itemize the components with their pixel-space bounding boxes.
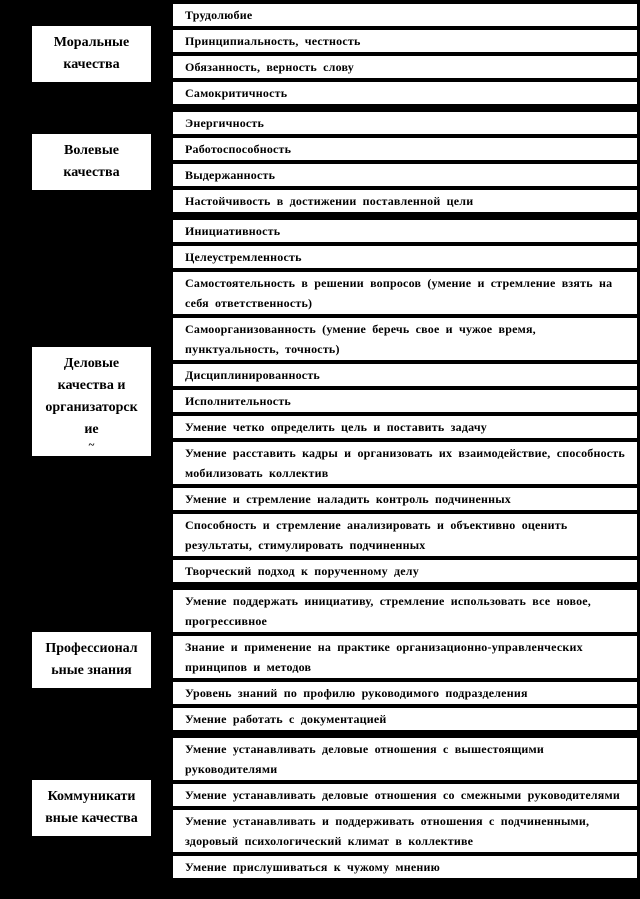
clipped-character: ~ [88,438,95,451]
quality-row: Самоорганизованность (умение беречь свое и чужое время, пунктуальность, точность) [172,317,638,361]
category-label: качества [63,165,120,180]
section-professional-knowledge [0,589,640,731]
quality-list [172,737,638,879]
category-box-professional [31,631,152,689]
category-label: Деловые [63,355,120,371]
category-box-business [31,346,152,457]
category-column [0,219,172,583]
section-business-qualities [0,219,640,583]
quality-row: Работоспособность [172,137,638,161]
quality-row: Умение устанавливать и поддерживать отношения с подчиненными, здоровый психологический климат в коллективе [172,809,638,853]
quality-row: Трудолюбие [172,3,638,27]
category-column [0,737,172,879]
quality-row: Умение четко определить цель и поставить задачу [172,415,638,439]
quality-list [172,111,638,213]
quality-row: Умение расставить кадры и организовать их взаимодействие, способность мобилизовать коллектив [172,441,638,485]
category-label: ьные знания [51,663,132,678]
quality-list [172,219,638,583]
quality-row: Выдержанность [172,163,638,187]
quality-row: Самостоятельность в решении вопросов (умение и стремление взять на себя ответственность) [172,271,638,315]
category-column [0,3,172,105]
quality-row: Умение устанавливать деловые отношения с вышестоящими руководителями [172,737,638,781]
quality-row: Умение и стремление наладить контроль подчиненных [172,487,638,511]
section-volitional-qualities [0,111,640,213]
category-label: вные качества [45,811,138,826]
quality-list [172,589,638,731]
quality-row: Умение устанавливать деловые отношения со смежными руководителями [172,783,638,807]
quality-list [172,3,638,105]
category-label: организаторск [45,399,138,415]
quality-row: Уровень знаний по профилю руководимого подразделения [172,681,638,705]
quality-row: Творческий подход к порученному делу [172,559,638,583]
quality-row: Способность и стремление анализировать и объективно оценить результаты, стимулировать подчиненных [172,513,638,557]
quality-row: Умение работать с документацией [172,707,638,731]
category-box-volitional [31,133,152,191]
quality-row: Обязанность, верность слову [172,55,638,79]
category-column [0,111,172,213]
quality-row: Умение прислушиваться к чужому мнению [172,855,638,879]
category-label: ие [84,421,99,437]
section-moral-qualities [0,3,640,105]
category-label: Моральные [53,35,130,50]
quality-row: Настойчивость в достижении поставленной цели [172,189,638,213]
quality-row: Инициативность [172,219,638,243]
category-column [0,589,172,731]
category-box-moral [31,25,152,83]
category-label: Профессионал [45,641,138,656]
category-label: Волевые [64,143,119,158]
quality-row: Дисциплинированность [172,363,638,387]
quality-row: Самокритичность [172,81,638,105]
quality-row: Знание и применение на практике организационно-управленческих принципов и методов [172,635,638,679]
section-communicative-qualities [0,737,640,879]
quality-row: Энергичность [172,111,638,135]
quality-row: Исполнительность [172,389,638,413]
category-label: качества и [57,377,126,393]
category-label: качества [63,57,120,72]
quality-row: Принципиальность, честность [172,29,638,53]
quality-row: Целеустремленность [172,245,638,269]
category-label: Коммуникати [47,789,136,804]
quality-row: Умение поддержать инициативу, стремление использовать все новое, прогрессивное [172,589,638,633]
category-box-communicative [31,779,152,837]
